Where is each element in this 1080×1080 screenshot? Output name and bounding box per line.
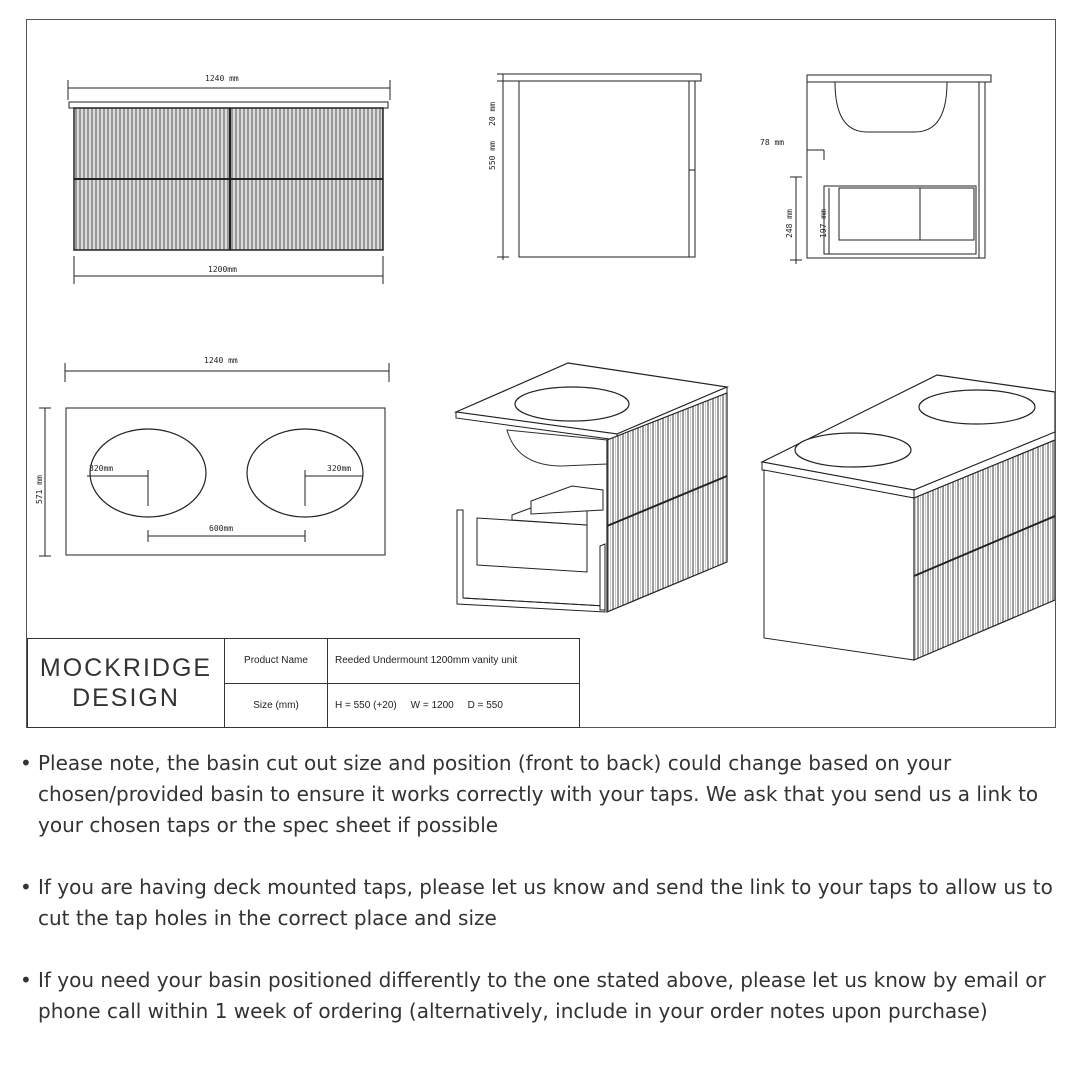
size-d: D = 550 xyxy=(467,699,503,711)
dim-plan-right-offset: 320mm xyxy=(327,464,352,473)
brand-line-1: MOCKRIDGE xyxy=(39,654,213,682)
dim-plan-left-offset: 320mm xyxy=(89,464,114,473)
title-block xyxy=(27,638,580,728)
note-item: • If you are having deck mounted taps, please let us know and send the link to your taps to allow us to cut the tap holes in the correct place and size xyxy=(18,872,1068,934)
spec-sheet xyxy=(26,19,1056,728)
dim-side-top: 20 mm xyxy=(488,101,497,126)
dim-section-offset: 78 mm xyxy=(760,138,785,147)
iso-view-closed xyxy=(762,375,1055,660)
dim-plan-depth: 571 mm xyxy=(35,475,44,504)
front-elevation xyxy=(68,74,390,284)
dim-front-width-bottom: 1200mm xyxy=(208,265,237,274)
product-name-value: Reeded Undermount 1200mm vanity unit xyxy=(328,639,580,684)
product-name-label: Product Name xyxy=(225,639,328,684)
dim-section-drawer-outer: 248 mm xyxy=(785,209,794,238)
technical-drawing xyxy=(27,20,1055,727)
brand-line-2: DESIGN xyxy=(72,684,180,712)
dim-plan-centres: 600mm xyxy=(209,524,234,533)
size-value xyxy=(328,683,580,728)
iso-view-open-drawers xyxy=(456,363,727,612)
size-w: W = 1200 xyxy=(410,699,454,711)
dim-section-drawer-inner: 197 mm xyxy=(819,209,828,238)
brand-logo xyxy=(28,639,225,728)
dim-plan-width: 1240 mm xyxy=(204,356,238,365)
side-elevation xyxy=(488,74,701,260)
dim-front-width-top: 1240 mm xyxy=(205,74,239,83)
size-h: H = 550 (+20) xyxy=(335,699,397,711)
section-view xyxy=(760,75,991,264)
size-label: Size (mm) xyxy=(225,683,328,728)
plan-view xyxy=(35,356,389,556)
note-item: • If you need your basin positioned differently to the one stated above, please let us know by email or phone call within 1 week of ordering (alternatively, include in your order notes upon purchase) xyxy=(18,965,1068,1027)
note-item: • Please note, the basin cut out size and position (front to back) could change based on your chosen/provided basin to ensure it works correctly with your taps. We ask that you send us a link to your chosen taps or the spec sheet if possible xyxy=(18,748,1068,841)
notes-list xyxy=(18,748,1068,1058)
dim-side-height: 550 mm xyxy=(488,141,497,170)
